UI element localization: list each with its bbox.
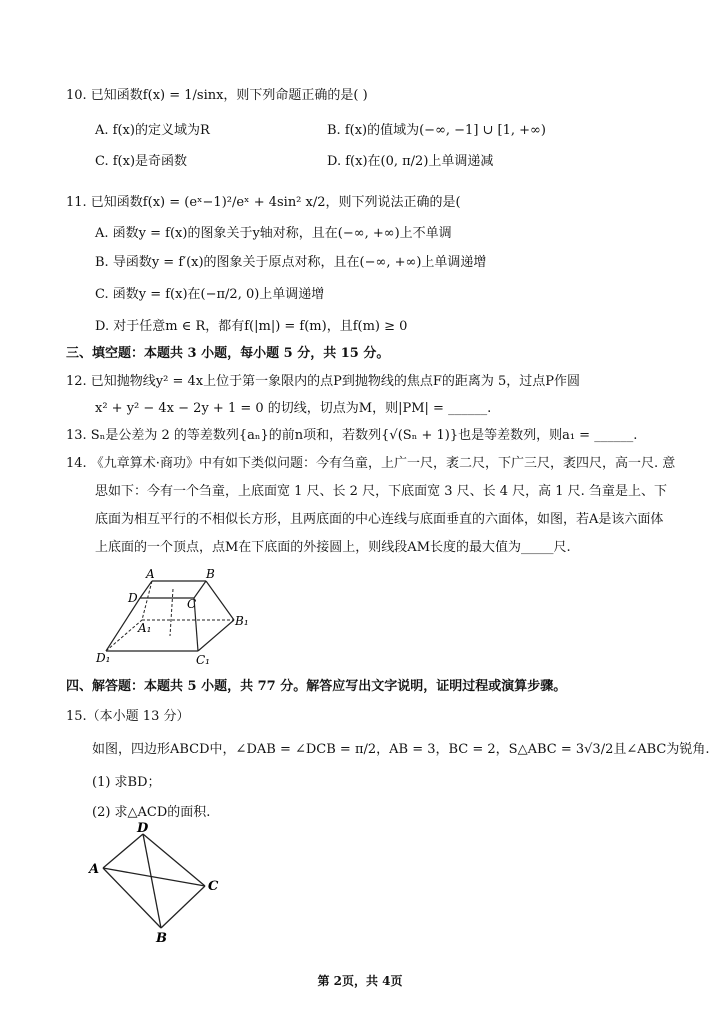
- section-3-heading: 三、填空题：本题共 3 小题，每小题 5 分，共 15 分。: [66, 346, 390, 361]
- edge-dc: [143, 834, 205, 886]
- label-b: B: [206, 568, 215, 581]
- q11-option-c: C. 函数y = f(x)在(−π/2, 0)上单调递增: [95, 287, 325, 302]
- q15-figure: [85, 822, 235, 944]
- q11-stem: 11. 已知函数f(x) = (eˣ−1)²/eˣ + 4sin² x/2，则下列说法正确的是(: [66, 195, 461, 210]
- q15-stem: 如图，四边形ABCD中，∠DAB = ∠DCB = π/2，AB = 3，BC = 2，S△ABC = 3√3/2且∠ABC为锐角.: [92, 742, 710, 757]
- q10-option-a: A. f(x)的定义域为R: [95, 123, 210, 138]
- q14-line2: 思如下：今有一个刍童，上底面宽 1 尺、长 2 尺，下底面宽 3 尺、长 4 尺，高 1 尺. 刍童是上、下: [95, 484, 667, 499]
- center-axis: [170, 589, 173, 636]
- q14-line3: 底面为相互平行的不相似长方形，且两底面的中心连线与底面垂直的六面体，如图，若A是该六面体: [95, 512, 664, 527]
- q10-option-b: B. f(x)的值域为(−∞, −1] ∪ [1, +∞): [327, 123, 546, 138]
- label-c: C: [187, 597, 197, 611]
- q15-part2: (2) 求△ACD的面积.: [92, 805, 211, 820]
- edge-bb1: [206, 581, 234, 620]
- edge-aa1: [142, 581, 152, 620]
- q10-option-c: C. f(x)是奇函数: [95, 154, 188, 169]
- q15-part1: (1) 求BD；: [92, 775, 161, 790]
- label-c: C: [208, 879, 219, 894]
- label-a1: A₁: [138, 621, 152, 635]
- edge-da: [140, 581, 152, 598]
- q11-option-b: B. 导函数y = f′(x)的图象关于原点对称，且在(−∞, +∞)上单调递增: [95, 255, 487, 270]
- q14-figure: [90, 568, 260, 668]
- label-b: B: [156, 931, 167, 944]
- label-d1: D₁: [96, 651, 111, 665]
- q14-line4: 上底面的一个顶点，点M在下底面的外接圆上，则线段AM长度的最大值为_____尺.: [95, 540, 571, 555]
- q12-line2: x² + y² − 4x − 2y + 1 = 0 的切线，切点为M，则|PM| = ______.: [95, 401, 492, 416]
- edge-cb: [161, 886, 205, 928]
- label-d: D: [137, 822, 149, 836]
- label-c1: C₁: [196, 653, 210, 667]
- label-a: A: [89, 862, 100, 877]
- edge-dd1: [106, 598, 140, 651]
- edge-ad: [103, 834, 143, 868]
- edge-c1b1: [198, 620, 234, 651]
- label-a: A: [146, 568, 155, 581]
- q13-text: 13. Sₙ是公差为 2 的等差数列{aₙ}的前n项和，若数列{√(Sₙ + 1)}也是等差数列，则a₁ = ______.: [66, 428, 638, 443]
- page-footer: 第 2页，共 4页: [317, 974, 403, 988]
- q15-head: 15.（本小题 13 分）: [66, 709, 190, 724]
- edge-d1a1: [106, 620, 142, 651]
- q11-option-a: A. 函数y = f(x)的图象关于y轴对称，且在(−∞, +∞)上不单调: [95, 226, 452, 241]
- q12-line1: 12. 已知抛物线y² = 4x上位于第一象限内的点P到抛物线的焦点F的距离为 5，过点P作圆: [66, 374, 581, 389]
- q10-option-d: D. f(x)在(0, π/2)上单调递减: [327, 154, 494, 169]
- edge-bc: [194, 581, 206, 598]
- q11-option-d: D. 对于任意m ∈ R，都有f(|m|) = f(m)，且f(m) ≥ 0: [95, 319, 408, 334]
- diagonal-bd: [143, 834, 161, 928]
- section-4-heading: 四、解答题：本题共 5 小题，共 77 分。解答应写出文字说明，证明过程或演算步骤。: [66, 679, 567, 694]
- label-b1: B₁: [235, 614, 249, 628]
- label-d: D: [128, 591, 138, 605]
- q10-stem: 10. 已知函数f(x) = 1/sinx，则下列命题正确的是( ): [66, 88, 368, 103]
- q14-line1: 14. 《九章算术·商功》中有如下类似问题：今有刍童，上广一尺，袤二尺，下广三尺，袤四尺，高一尺. 意: [66, 456, 676, 471]
